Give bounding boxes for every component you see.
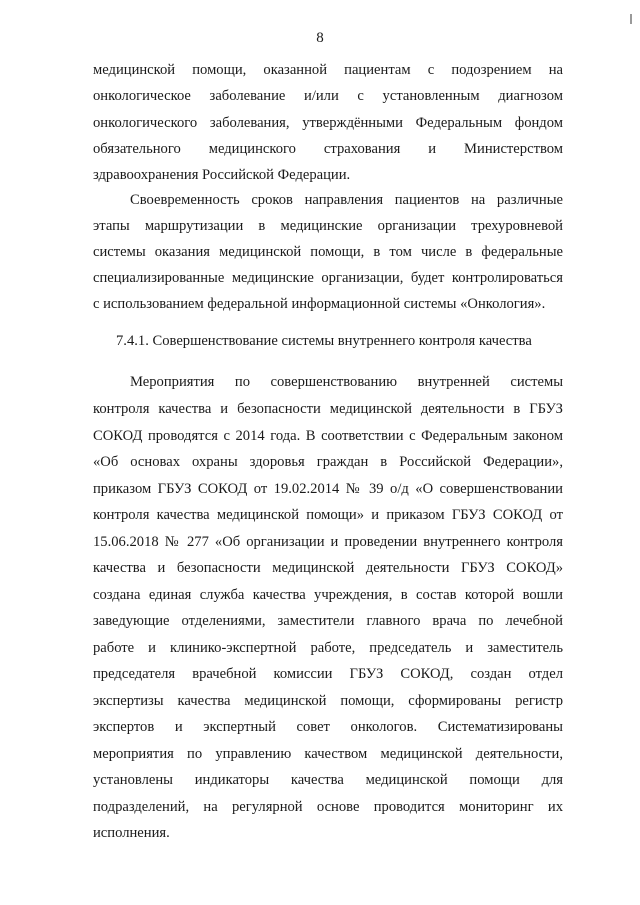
text-line: «Об основах охраны здоровья граждан в Российской Федерации»,: [93, 454, 563, 470]
text-line: здравоохранения Российской Федерации.: [93, 167, 351, 183]
text-line: системы оказания медицинской помощи, в том числе в федеральные: [93, 244, 563, 260]
text-line: контроля качества медицинской помощи» и приказом ГБУЗ СОКОД от: [93, 507, 563, 523]
text-line: качества и безопасности медицинской деятельности ГБУЗ СОКОД»: [93, 560, 563, 576]
text-line: приказом ГБУЗ СОКОД от 19.02.2014 № 39 о/д «О совершенствовании: [93, 481, 563, 497]
text-line: СОКОД проводятся с 2014 года. В соответствии с Федеральным законом: [93, 428, 563, 444]
text-line: медицинской помощи, оказанной пациентам с подозрением на: [93, 62, 563, 78]
text-line: создана единая служба качества учреждения, в состав которой вошли: [93, 587, 563, 603]
text-line: онкологического заболевания, утверждёнными Федеральным фондом: [93, 115, 563, 131]
text-line: подразделений, на регулярной основе проводится мониторинг их: [93, 799, 563, 815]
text-line: обязательного медицинского страхования и Министерством: [93, 141, 563, 157]
text-line: с использованием федеральной информационной системы «Онкология».: [93, 296, 546, 312]
text-line: экспертизы качества медицинской помощи, сформированы регистр: [93, 693, 563, 709]
text-line: установлены индикаторы качества медицинской помощи для: [93, 772, 563, 788]
section-heading: 7.4.1. Совершенствование системы внутреннего контроля качества: [116, 333, 532, 349]
text-line: экспертов и экспертный совет онкологов. Систематизированы: [93, 719, 563, 735]
text-line: онкологическое заболевание и/или с установленным диагнозом: [93, 88, 563, 104]
text-line: 15.06.2018 № 277 «Об организации и проведении внутреннего контроля: [93, 534, 563, 550]
page-number: 8: [316, 30, 324, 46]
text-line: Своевременность сроков направления пациентов на различные: [130, 192, 563, 208]
text-line: работе и клинико-экспертной работе, председатель и заместитель: [93, 640, 563, 656]
text-line: мероприятия по управлению качеством медицинской деятельности,: [93, 746, 563, 762]
text-line: Мероприятия по совершенствованию внутренней системы: [130, 374, 563, 390]
text-line: специализированные медицинские организации, будет контролироваться: [93, 270, 563, 286]
text-line: заведующие отделениями, заместители главного врача по лечебной: [93, 613, 563, 629]
text-line: председателя врачебной комиссии ГБУЗ СОКОД, создан отдел: [93, 666, 563, 682]
text-line: контроля качества и безопасности медицинской деятельности в ГБУЗ: [93, 401, 563, 417]
text-line: исполнения.: [93, 825, 170, 841]
text-line: этапы маршрутизации в медицинские организации трехуровневой: [93, 218, 563, 234]
scan-mark: [630, 14, 632, 24]
